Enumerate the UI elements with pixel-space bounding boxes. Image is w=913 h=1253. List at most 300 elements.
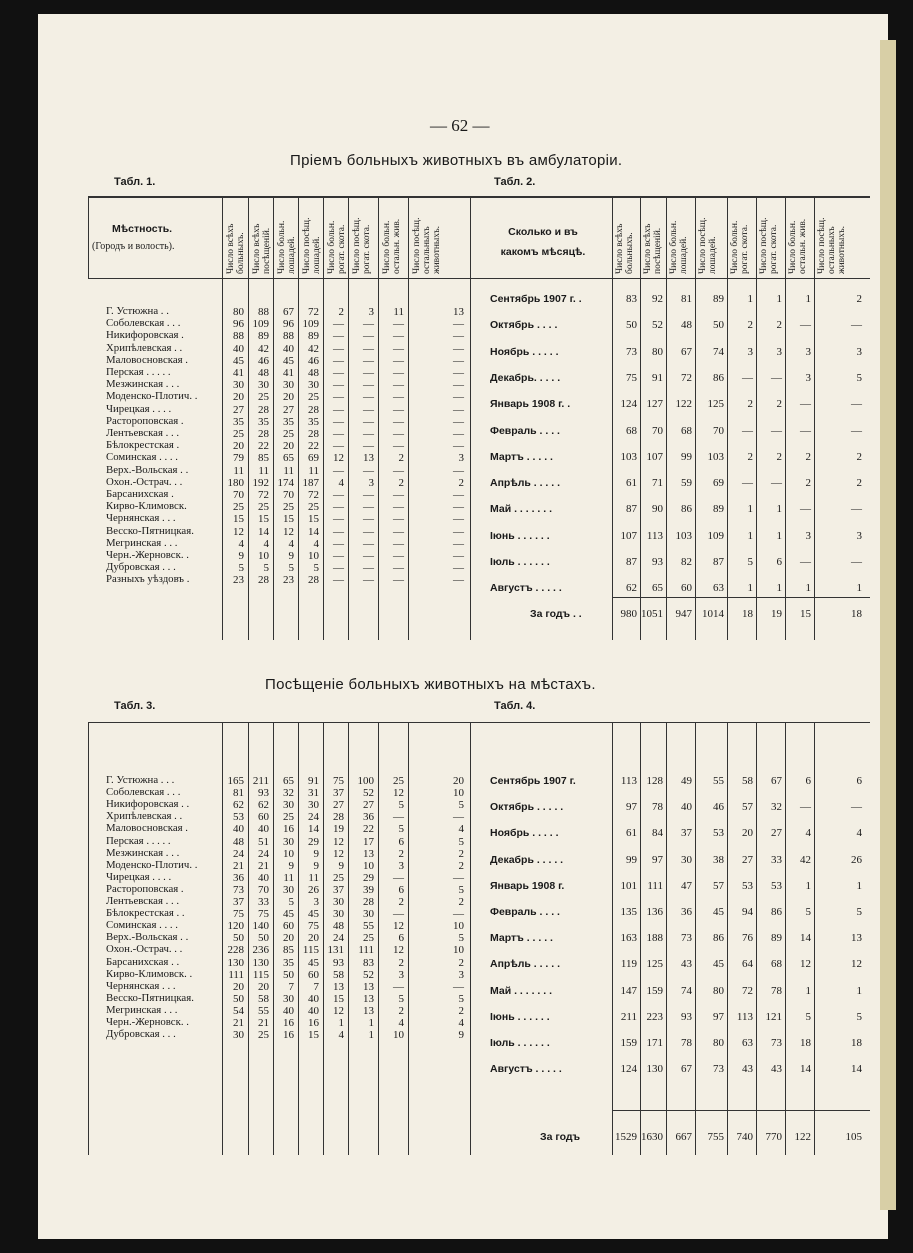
table3-cell: 111	[358, 944, 374, 957]
table2-cell: 74	[713, 345, 724, 358]
table3-cell: 9	[458, 1029, 464, 1042]
table2-cell: 107	[620, 529, 637, 542]
table4-cell: 20	[742, 827, 753, 840]
table1-cell: —	[363, 379, 374, 392]
table1-cell: 20	[233, 391, 244, 404]
table3-cell: 40	[283, 1004, 294, 1017]
table3-cell: 131	[327, 944, 344, 957]
table1-cell: —	[333, 403, 344, 416]
table4-cell: 111	[647, 879, 663, 892]
table2-month-header: Сколько и въ какомъ мѣсяцѣ.	[500, 226, 586, 258]
table1-cell: —	[393, 525, 404, 538]
table4-cell: 93	[681, 1010, 692, 1023]
table1-cell: 2	[338, 306, 344, 318]
table4-total-rule	[612, 1110, 870, 1111]
table3-cell: 130	[252, 956, 269, 969]
table2-cell: 5	[856, 371, 862, 384]
table2-cell: 3	[776, 345, 782, 358]
table3-cell: 45	[283, 908, 294, 921]
table2-cell: 89	[713, 503, 724, 516]
table3-cell: 70	[258, 883, 269, 896]
table1-cell: 25	[233, 501, 244, 514]
table1-cell: 15	[258, 513, 269, 526]
table3-cell: 100	[357, 775, 374, 787]
table2-cell: 6	[776, 556, 782, 568]
table1-cell: 11	[233, 464, 244, 477]
table3-cell: —	[393, 908, 404, 921]
table2-month: Май . . . . . . .	[490, 503, 553, 516]
table4-cell: 37	[681, 827, 692, 840]
table1-cell: 88	[283, 330, 294, 343]
table1-place: Кирво-Климовск.	[106, 500, 187, 513]
table2-cell: 103	[620, 450, 637, 463]
table2-cell: 1	[776, 529, 782, 542]
table4-cell: 1	[856, 879, 862, 892]
table3-cell: 60	[308, 968, 319, 981]
table1-cell: 25	[233, 428, 244, 440]
table1-cell: 25	[283, 428, 294, 440]
table3-cell: 5	[398, 799, 404, 812]
table1-cell: 30	[308, 379, 319, 392]
table2-cell: 2	[856, 450, 862, 463]
table2-month: Сентябрь 1907 г. .	[490, 293, 582, 305]
table3-cell: 93	[258, 787, 269, 800]
table2-cell: 62	[626, 582, 637, 595]
table2-cell: 5	[747, 556, 753, 568]
table3-place: Бѣлокрестская . .	[106, 907, 185, 920]
table2-total-cell: 947	[675, 608, 692, 620]
table2-month: Ноябрь . . . . .	[490, 345, 559, 358]
table1-cell: 35	[283, 415, 294, 428]
table1-cell: —	[453, 525, 464, 538]
table1-cell: 2	[458, 476, 464, 489]
table3-place: Черн.-Жерновск. .	[106, 1016, 189, 1028]
table3-cell: 36	[363, 811, 374, 824]
table1-cell: 25	[308, 501, 319, 514]
table2-cell: 65	[652, 582, 663, 595]
table3-cell: 4	[458, 1017, 464, 1029]
table4-cell: 89	[771, 932, 782, 945]
table2-cell: 70	[713, 424, 724, 437]
table2-cell: 1	[805, 293, 811, 305]
table1-cell: 180	[227, 476, 244, 489]
table1-col-header: Число посѣщ. лошадей.	[302, 217, 322, 274]
table3-place: Весско-Пятницкая.	[106, 991, 194, 1004]
table3-cell: 16	[283, 1017, 294, 1029]
table1-cell: 10	[258, 550, 269, 562]
table1-cell: —	[393, 562, 404, 575]
table3-cell: 55	[258, 1004, 269, 1017]
table1-cell: —	[363, 550, 374, 562]
table1-cell: —	[333, 464, 344, 477]
table1-cell: 88	[258, 306, 269, 318]
table1-cell: —	[393, 464, 404, 477]
table2-month: Февраль . . . .	[490, 424, 560, 437]
table1-cell: —	[333, 550, 344, 562]
table4-cell: 32	[771, 801, 782, 814]
table1-col-header: Число больн. остальн. жив.	[382, 218, 402, 274]
table1-cell: 3	[368, 476, 374, 489]
table1-cell: —	[363, 513, 374, 526]
table4-cell: 99	[626, 853, 637, 866]
table1-col-header: Число всѣхъ больныхъ.	[226, 223, 246, 274]
table3-place: Моденско-Плотич. .	[106, 858, 198, 871]
table1-cell: —	[333, 367, 344, 379]
table3-cell: 3	[313, 896, 319, 908]
table-divider-bottom	[470, 722, 471, 1155]
table3-cell: 2	[398, 1004, 404, 1017]
table3-cell: 10	[283, 847, 294, 860]
table1-cell: —	[333, 354, 344, 367]
table4-cell: 5	[805, 1010, 811, 1023]
table3-place: Охон.-Острач. . .	[106, 943, 183, 956]
table2-cell: 2	[856, 477, 862, 490]
table3-cell: 13	[333, 980, 344, 993]
table3-cell: 28	[333, 811, 344, 824]
table3-cell: 6	[398, 883, 404, 896]
table1-cell: 3	[368, 306, 374, 318]
table1-cell: 3	[458, 452, 464, 465]
table2-cell: —	[851, 398, 862, 411]
table2-cell: 127	[646, 398, 663, 411]
table3-cell: 20	[283, 932, 294, 945]
table4-cell: 27	[742, 853, 753, 866]
table4-cell: 135	[620, 906, 637, 918]
table3-cell: 27	[363, 799, 374, 812]
table3-cell: —	[453, 811, 464, 824]
table3-cell: 24	[308, 811, 319, 824]
table1-cell: —	[333, 537, 344, 550]
table1-cell: 5	[238, 562, 244, 575]
table3-cell: 5	[458, 992, 464, 1005]
table1-cell: —	[333, 489, 344, 501]
table1-place: Перская . . . . .	[106, 366, 171, 378]
table3-cell: 30	[333, 896, 344, 908]
table4-cell: 125	[646, 958, 663, 971]
table4-cell: 55	[713, 775, 724, 787]
table3-place: Никифоровская . .	[106, 798, 190, 811]
table4-cell: 76	[742, 932, 753, 945]
table3-cell: 62	[233, 799, 244, 812]
table3-cell: 4	[338, 1029, 344, 1042]
table2-cell: 80	[652, 345, 663, 358]
table3-cell: 52	[363, 787, 374, 800]
table1-cell: —	[453, 391, 464, 404]
table3-cell: 45	[308, 956, 319, 969]
table3-cell: 21	[258, 859, 269, 872]
table4-cell: 33	[771, 853, 782, 866]
table1-cell: 80	[233, 306, 244, 318]
table3-cell: 13	[363, 847, 374, 860]
table2-cell: 61	[626, 477, 637, 490]
table3-cell: 17	[363, 835, 374, 848]
table1-cell: —	[453, 550, 464, 562]
table1-cell: 72	[258, 489, 269, 501]
table4-cell: 86	[713, 932, 724, 945]
table3-cell: 6	[398, 932, 404, 945]
table1-cell: —	[333, 342, 344, 355]
table1-cell: —	[363, 318, 374, 331]
table1-cell: 25	[308, 391, 319, 404]
table1-cell: 25	[258, 501, 269, 514]
table4-cell: 12	[851, 958, 862, 971]
table3-cell: 111	[228, 968, 244, 981]
table3-cell: 65	[283, 775, 294, 787]
table3-cell: 48	[333, 920, 344, 933]
table3-cell: 28	[363, 896, 374, 908]
table1-cell: 109	[302, 318, 319, 331]
table1-cell: —	[393, 318, 404, 331]
table1-cell: 22	[308, 440, 319, 453]
table3-cell: 115	[302, 944, 319, 957]
table1-cell: 46	[308, 354, 319, 367]
table2-cell: 48	[681, 319, 692, 332]
table1-cell: —	[363, 415, 374, 428]
table3-cell: —	[453, 980, 464, 993]
table4-cell: 97	[652, 853, 663, 866]
table1-cell: 12	[233, 525, 244, 538]
table1-cell: —	[333, 574, 344, 587]
table1-cell: 23	[283, 574, 294, 587]
table1-cell: 14	[308, 525, 319, 538]
table2-cell: 3	[747, 345, 753, 358]
table1-cell: 12	[283, 525, 294, 538]
table3-cell: 48	[233, 835, 244, 848]
table3-place: Маловосновская .	[106, 822, 188, 835]
table3-cell: 5	[458, 835, 464, 848]
table3-cell: 228	[227, 944, 244, 957]
table4-cell: 12	[800, 958, 811, 971]
table1-cell: 41	[233, 367, 244, 379]
table1-cell: 20	[233, 440, 244, 453]
table4-cell: 73	[681, 932, 692, 945]
table1-cell: —	[453, 428, 464, 440]
table4-cell: 159	[646, 984, 663, 997]
table1-cell: —	[333, 501, 344, 514]
table3-cell: 12	[333, 847, 344, 860]
table2-cell: 75	[626, 371, 637, 384]
table2-cell: 60	[681, 582, 692, 595]
table1-cell: 72	[308, 489, 319, 501]
table4-month: Май . . . . . . .	[490, 984, 553, 997]
table4-month: Августъ . . . . .	[490, 1063, 562, 1076]
table1-col-header: Число посѣщ. рогат. скота.	[352, 217, 372, 274]
table4-cell: 6	[805, 775, 811, 787]
table3-cell: 50	[233, 932, 244, 945]
table1-cell: 10	[308, 550, 319, 562]
table2-col-header: Число больн. остальн. жив.	[788, 218, 808, 274]
table2-cell: 2	[805, 477, 811, 490]
table3-cell: —	[393, 980, 404, 993]
table1-cell: —	[453, 489, 464, 501]
table1-cell: —	[363, 354, 374, 367]
table2-cell: 92	[652, 293, 663, 305]
table2-cell: 1	[856, 582, 862, 595]
table1-cell: 2	[398, 476, 404, 489]
table1-cell: 5	[263, 562, 269, 575]
table4-cell: 49	[681, 775, 692, 787]
table2-cell: —	[851, 319, 862, 332]
table4-cell: 159	[620, 1037, 637, 1049]
table4-cell: 1	[856, 984, 862, 997]
table4-total-cell: 755	[707, 1131, 724, 1143]
table4-cell: 53	[771, 879, 782, 892]
table2-cell: 87	[626, 503, 637, 516]
table4-cell: 45	[713, 958, 724, 971]
table3-place: Мегринская . . .	[106, 1003, 178, 1016]
table3-cell: 20	[453, 775, 464, 787]
table2-col-line	[727, 196, 728, 640]
table2-col-line	[785, 196, 786, 640]
table3-cell: 12	[333, 835, 344, 848]
table2-cell: —	[851, 556, 862, 568]
table1-place: Соболевская . . .	[106, 317, 181, 330]
table3-cell: 5	[458, 932, 464, 945]
table4-cell: 78	[771, 984, 782, 997]
table4-cell: 40	[681, 801, 692, 814]
table4-total-cell: 122	[794, 1131, 811, 1143]
table3-place: Соболевская . . .	[106, 786, 181, 799]
table1-cell: 11	[283, 464, 294, 477]
table1-cell: —	[453, 318, 464, 331]
table1-place: Верх.-Вольская . .	[106, 463, 189, 476]
table2-cell: 2	[856, 293, 862, 305]
table2-total-cell: 980	[620, 608, 637, 620]
table3-cell: 55	[363, 920, 374, 933]
table3-cell: 2	[398, 847, 404, 860]
table2-cell: 124	[620, 398, 637, 411]
table3-cell: 5	[458, 883, 464, 896]
table3-cell: 37	[233, 896, 244, 908]
table3-cell: 115	[252, 968, 269, 981]
table1-place: Мегринская . . .	[106, 536, 178, 549]
table4-cell: 171	[646, 1037, 663, 1049]
table2-col-line	[612, 196, 613, 640]
table1-cell: —	[393, 501, 404, 514]
table3-cell: 25	[258, 1029, 269, 1042]
table1-cell: 20	[283, 440, 294, 453]
table2-cell: —	[851, 424, 862, 437]
table3-cell: 45	[308, 908, 319, 921]
table4-cell: 73	[713, 1063, 724, 1076]
table2-cell: 3	[805, 529, 811, 542]
table4-total-cell: 1529	[615, 1131, 637, 1143]
table1-cell: 40	[283, 342, 294, 355]
table2-col-header: Число больн. рогат. скота.	[730, 220, 750, 274]
table4-cell: 42	[800, 853, 811, 866]
table2-cell: 2	[776, 319, 782, 332]
table2-cell: 3	[856, 345, 862, 358]
table1-cell: 174	[277, 476, 294, 489]
table1-cell: —	[363, 440, 374, 453]
table2-cell: 87	[626, 556, 637, 568]
table3-cell: 4	[398, 1017, 404, 1029]
table2-cell: 91	[652, 371, 663, 384]
table4-cell: 6	[856, 775, 862, 787]
table4-label: Табл. 4.	[494, 700, 536, 712]
table3-cell: 5	[398, 823, 404, 836]
table3-cell: 58	[258, 992, 269, 1005]
table1-place: Чернянская . . .	[106, 512, 176, 525]
table2-col-header: Число всѣхъ больныхъ.	[615, 223, 635, 274]
table1-cell: —	[453, 330, 464, 343]
table3-cell: 7	[313, 980, 319, 993]
table1-cell: 13	[453, 306, 464, 318]
table3-cell: 5	[288, 896, 294, 908]
table1-place: Чирецкая . . . .	[106, 402, 172, 415]
table2-cell: —	[742, 424, 753, 437]
table1-place: Дубровская . . .	[106, 561, 176, 574]
table2-cell: 87	[713, 556, 724, 568]
table1-place: Г. Устюжна . .	[106, 305, 169, 317]
table1-col-header: Число больн. лошадей.	[277, 220, 297, 274]
table4-cell: 27	[771, 827, 782, 840]
table3-cell: 12	[333, 1004, 344, 1017]
table2-col-header: Число посѣщ. рогат. скота.	[759, 217, 779, 274]
table1-cell: 48	[258, 367, 269, 379]
table1-cell: 40	[233, 342, 244, 355]
table2-cell: —	[800, 503, 811, 516]
table4-cell: 119	[620, 958, 637, 971]
table1-cell: —	[453, 513, 464, 526]
table3-cell: 211	[252, 775, 269, 787]
table3-cell: 33	[258, 896, 269, 908]
table3-cell: 2	[458, 896, 464, 908]
table3-cell: 30	[283, 799, 294, 812]
table3-place: Чернянская . . .	[106, 979, 176, 992]
table4-cell: 14	[800, 932, 811, 945]
table1-cell: 70	[283, 489, 294, 501]
table4-cell: 46	[713, 801, 724, 814]
table3-cell: 24	[233, 847, 244, 860]
table4-cell: 57	[742, 801, 753, 814]
table1-cell: 28	[308, 428, 319, 440]
table3-cell: 40	[258, 823, 269, 836]
table1-cell: —	[393, 354, 404, 367]
table3-place: Растороповская .	[106, 882, 184, 895]
table2-cell: 71	[652, 477, 663, 490]
table4-cell: 86	[771, 906, 782, 918]
table1-cell: —	[393, 342, 404, 355]
table2-col-header: Число посѣщ. остальныхъ животныхъ.	[817, 217, 847, 274]
table3-cell: 16	[283, 823, 294, 836]
table3-cell: 35	[283, 956, 294, 969]
table1-cell: —	[453, 354, 464, 367]
table1-place-subheader: (Городъ и волость).	[92, 241, 175, 252]
table3-cell: 20	[258, 980, 269, 993]
table4-cell: 26	[851, 853, 862, 866]
table4-cell: 84	[652, 827, 663, 840]
table3-cell: 30	[363, 908, 374, 921]
table3-cell: 2	[398, 896, 404, 908]
table3-cell: 9	[313, 859, 319, 872]
table3-cell: 73	[233, 883, 244, 896]
table1-cell: 27	[283, 403, 294, 416]
table1-place: Разныхъ уѣздовъ .	[106, 573, 190, 586]
table2-total-cell: 19	[771, 608, 782, 620]
table1-cell: 72	[308, 306, 319, 318]
table4-cell: 113	[736, 1010, 753, 1023]
table4-cell: 30	[681, 853, 692, 866]
table1-cell: 28	[258, 428, 269, 440]
table4-cell: 53	[742, 879, 753, 892]
table3-cell: 6	[398, 835, 404, 848]
table3-cell: 60	[283, 920, 294, 933]
table3-cell: 24	[333, 932, 344, 945]
table2-cell: 50	[626, 319, 637, 332]
table1-cell: —	[393, 489, 404, 501]
table3-cell: 130	[227, 956, 244, 969]
